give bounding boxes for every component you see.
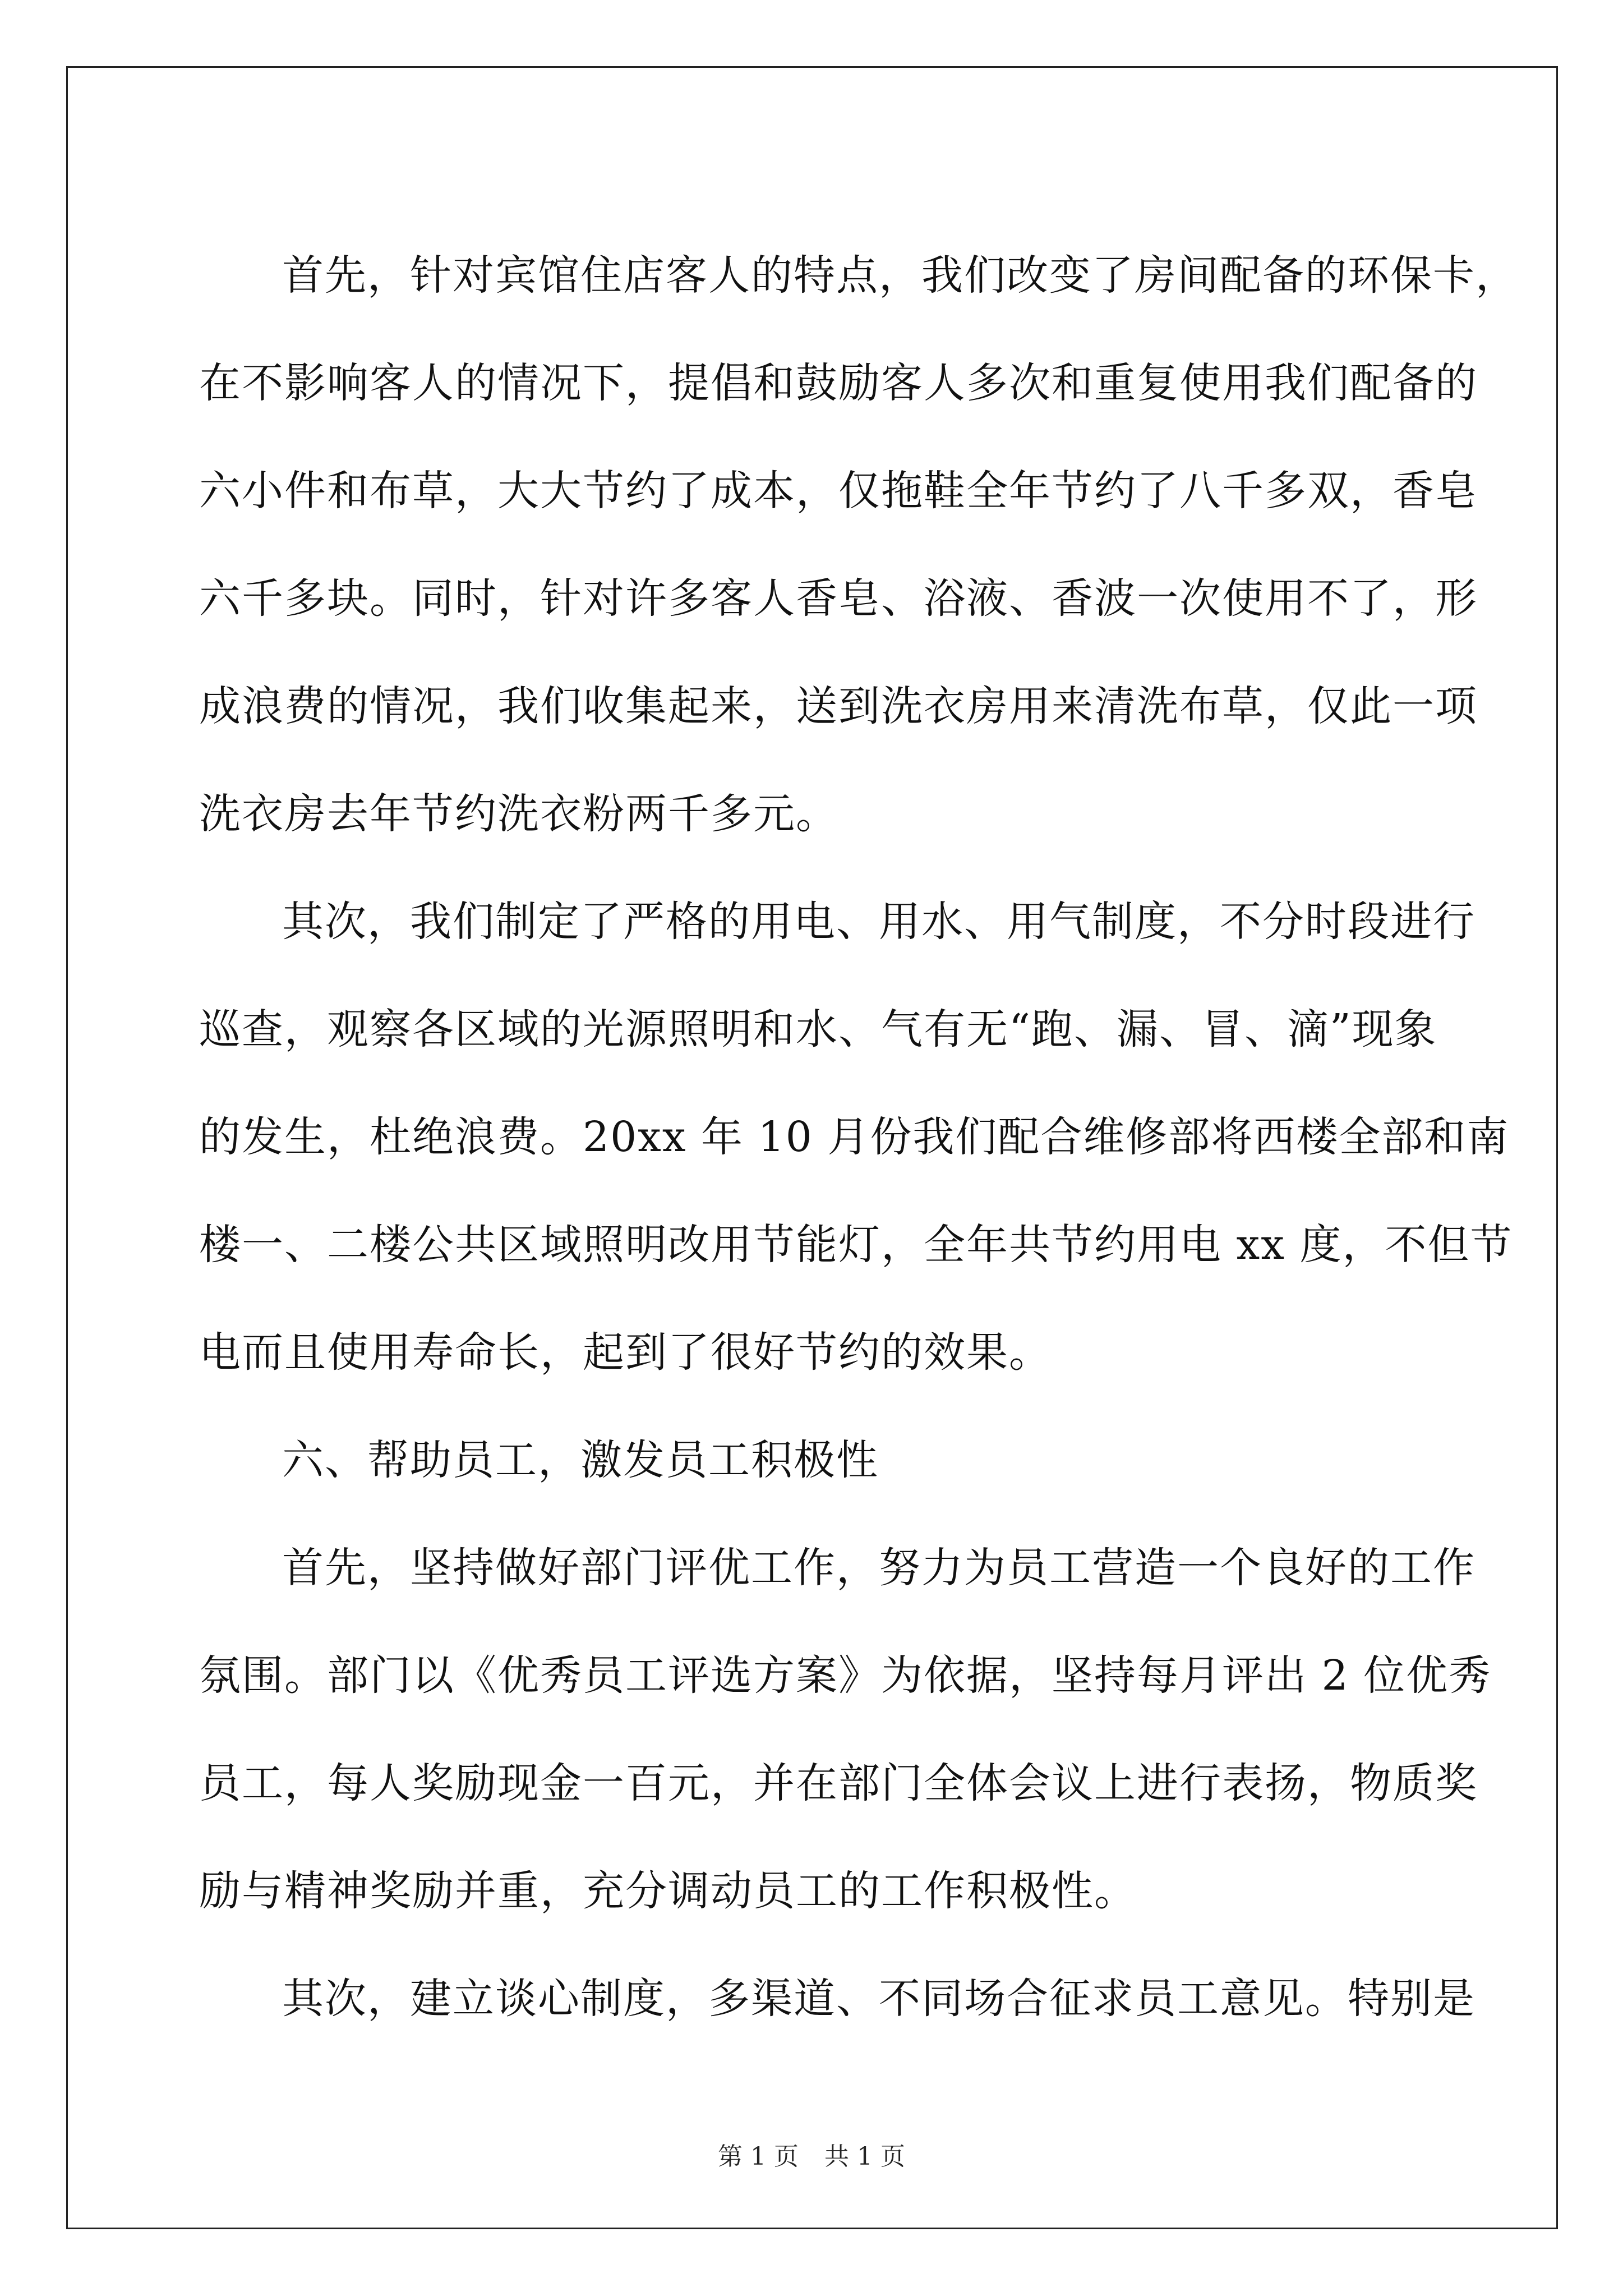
paragraph-line: 首先，针对宾馆住店客人的特点，我们改变了房间配备的环保卡，	[282, 251, 1518, 300]
paragraph-line: 六千多块。同时，针对许多客人香皂、浴液、香波一次使用不了，形	[199, 574, 1478, 623]
paragraph-line: 成浪费的情况，我们收集起来，送到洗衣房用来清洗布草，仅此一项	[199, 682, 1478, 730]
paragraph-line: 首先，坚持做好部门评优工作，努力为员工营造一个良好的工作	[282, 1544, 1476, 1592]
paragraph-line: 六小件和布草，大大节约了成本，仅拖鞋全年节约了八千多双，香皂	[199, 467, 1478, 515]
paragraph-line: 员工，每人奖励现金一百元，并在部门全体会议上进行表扬，物质奖	[199, 1759, 1478, 1807]
paragraph-line: 巡查，观察各区域的光源照明和水、气有无“跑、漏、冒、滴”现象	[199, 1005, 1437, 1053]
paragraph-line: 洗衣房去年节约洗衣粉两千多元。	[199, 790, 838, 838]
page-footer	[0, 2136, 1623, 2172]
paragraph-line: 励与精神奖励并重，充分调动员工的工作积极性。	[199, 1867, 1137, 1915]
page-number: 第 1 页	[718, 2142, 799, 2171]
paragraph-line: 其次，建立谈心制度，多渠道、不同场合征求员工意见。特别是	[282, 1975, 1476, 2023]
paragraph-line: 的发生，杜绝浪费。20xx 年 10 月份我们配合维修部将西楼全部和南	[199, 1113, 1510, 1161]
document-body	[199, 222, 1518, 2053]
paragraph-line: 其次，我们制定了严格的用电、用水、用气制度，不分时段进行	[282, 898, 1476, 946]
section-heading: 六、帮助员工，激发员工积极性	[282, 1436, 879, 1484]
paragraph-line: 在不影响客人的情况下，提倡和鼓励客人多次和重复使用我们配备的	[199, 359, 1478, 407]
paragraph-line: 氛围。部门以《优秀员工评选方案》为依据，坚持每月评出 2 位优秀	[199, 1651, 1492, 1700]
paragraph-line: 楼一、二楼公共区域照明改用节能灯，全年共节约用电 xx 度，不但节	[199, 1221, 1513, 1269]
page-total: 共 1 页	[824, 2142, 905, 2171]
paragraph-line: 电而且使用寿命长，起到了很好节约的效果。	[199, 1328, 1052, 1377]
